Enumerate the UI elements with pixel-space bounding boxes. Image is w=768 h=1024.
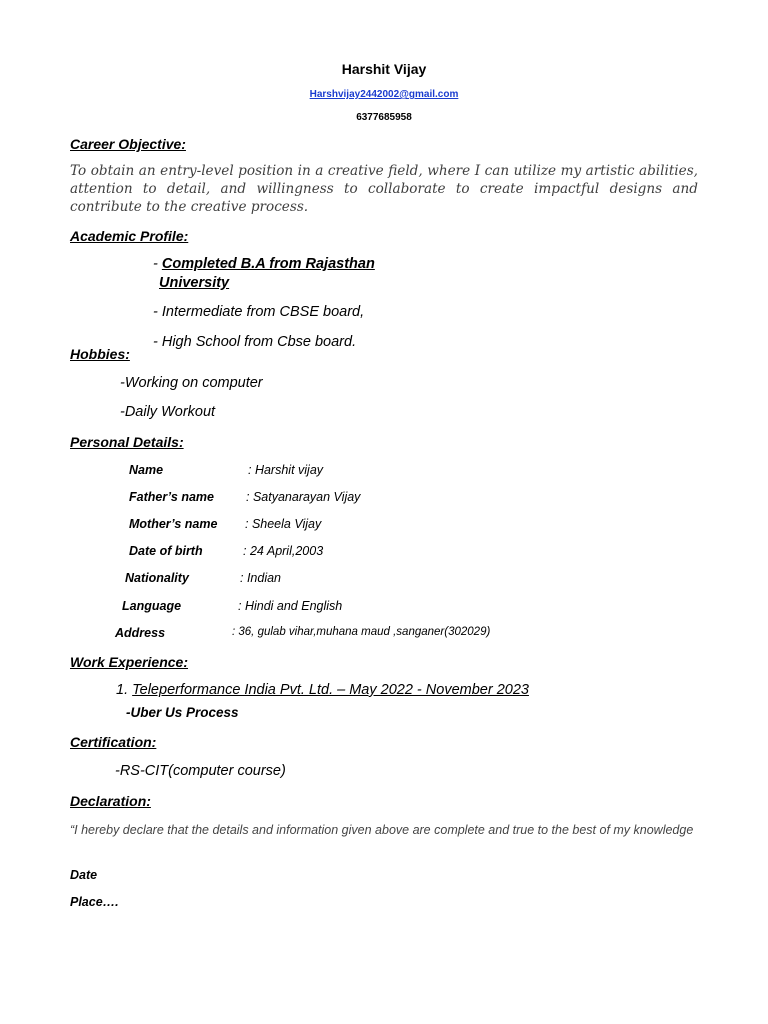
personal-value-mother: : Sheela Vijay xyxy=(245,517,322,531)
declaration-heading: Declaration: xyxy=(70,793,151,809)
personal-label-father: Father’s name xyxy=(129,490,214,504)
phone-number: 6377685958 xyxy=(356,112,412,123)
certification-heading: Certification: xyxy=(70,734,157,750)
place-label: Place…. xyxy=(70,895,119,909)
email-link[interactable]: Harshvijay2442002@gmail.com xyxy=(309,89,459,100)
personal-value-name: : Harshit vijay xyxy=(248,463,324,477)
academic-item-highschool: - High School from Cbse board. xyxy=(153,334,357,350)
personal-value-dob: : 24 April,2003 xyxy=(243,544,324,558)
academic-profile-heading: Academic Profile: xyxy=(70,228,189,244)
personal-value-nationality: : Indian xyxy=(240,571,282,585)
declaration-text: “I hereby declare that the details and information given above are complete and true to the best of my knowledge xyxy=(70,823,694,837)
work-experience-heading: Work Experience: xyxy=(70,654,189,670)
academic-item-intermediate: - Intermediate from CBSE board, xyxy=(153,304,365,320)
personal-label-nationality: Nationality xyxy=(125,571,189,585)
personal-label-language: Language xyxy=(122,599,182,613)
personal-value-father: : Satyanarayan Vijay xyxy=(246,490,361,504)
work-entry-number: 1. xyxy=(116,682,133,698)
personal-value-address: : 36, gulab vihar,muhana maud ,sanganer(302029) xyxy=(232,626,491,638)
work-entry xyxy=(116,682,529,698)
work-process: -Uber Us Process xyxy=(126,705,239,720)
candidate-name: Harshit Vijay xyxy=(341,61,427,77)
date-label: Date xyxy=(70,868,98,882)
personal-label-mother: Mother’s name xyxy=(129,517,218,531)
hobby-item: -Working on computer xyxy=(120,375,263,391)
hobby-item: -Daily Workout xyxy=(120,404,216,420)
academic-item-degree xyxy=(153,256,375,272)
academic-degree-line2: University xyxy=(159,275,230,291)
personal-label-address: Address xyxy=(115,626,166,640)
academic-degree-line1: Completed B.A from Rajasthan xyxy=(161,256,375,272)
personal-value-language: : Hindi and English xyxy=(238,599,343,613)
personal-details-heading: Personal Details: xyxy=(70,434,184,450)
academic-item-prefix: - xyxy=(153,256,162,272)
work-entry-title: Teleperformance India Pvt. Ltd. – May 2022 - November 2023 xyxy=(132,682,529,698)
personal-label-dob: Date of birth xyxy=(129,544,203,558)
hobbies-heading: Hobbies: xyxy=(70,346,130,362)
personal-label-name: Name xyxy=(129,463,164,477)
career-objective-heading: Career Objective: xyxy=(70,136,186,152)
certification-item: -RS-CIT(computer course) xyxy=(115,763,286,779)
career-objective-text: To obtain an entry-level position in a creative field, where I can utilize my artistic abilities, attention to detail, and willingness to collaborate to create impactful designs and contribute to the creative process. xyxy=(70,163,698,215)
